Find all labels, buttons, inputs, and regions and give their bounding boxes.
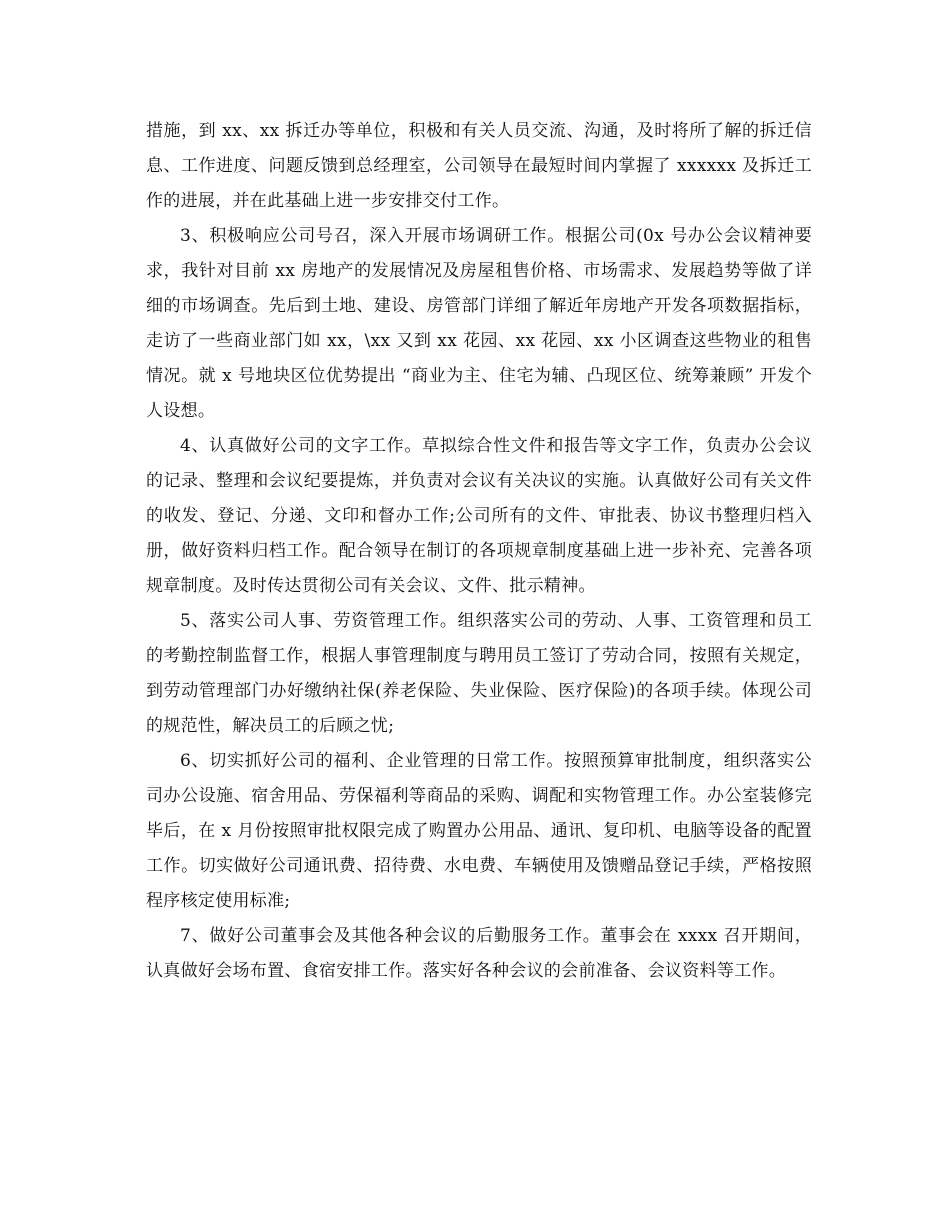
paragraph-item-3-market-research: 3、积极响应公司号召，深入开展市场调研工作。根据公司(0x 号办公会议精神要求，我针对目前 xx 房地产的发展情况及房屋租售价格、市场需求、发展趋势等做了详细的市场调查。先后到土地、建设、房管部门详细了解近年房地产开发各项数据指标，走访了一些商业部门如 xx，\xx 又到 xx 花园、xx 花园、xx 小区调查这些物业的租售情况。就 x 号地块区位优势提出 “商业为主、住宅为辅、凸现区位、统筹兼顾” 开发个人设想。	[146, 226, 812, 421]
paragraph-item-6-welfare-management: 6、切实抓好公司的福利、企业管理的日常工作。按照预算审批制度，组织落实公司办公设施、宿舍用品、劳保福利等商品的采购、调配和实物管理工作。办公室装修完毕后，在 x 月份按照审批权限完成了购置办公用品、通讯、复印机、电脑等设备的配置工作。切实做好公司通讯费、招待费、水电费、车辆使用及馈赠品登记手续，严格按照程序核定使用标准;	[146, 751, 812, 911]
document-body	[146, 114, 812, 989]
paragraph-item-5-personnel: 5、落实公司人事、劳资管理工作。组织落实公司的劳动、人事、工资管理和员工的考勤控制监督工作，根据人事管理制度与聘用员工签订了劳动合同，按照有关规定，到劳动管理部门办好缴纳社保(养老保险、失业保险、医疗保险)的各项手续。体现公司的规范性，解决员工的后顾之忧;	[146, 611, 812, 736]
paragraph-relocation-continued: 措施，到 xx、xx 拆迁办等单位，积极和有关人员交流、沟通，及时将所了解的拆迁信息、工作进度、问题反馈到总经理室，公司领导在最短时间内掌握了 xxxxxx 及拆迁工作的进展，并在此基础上进一步安排交付工作。	[146, 121, 812, 211]
paragraph-item-7-meeting-services: 7、做好公司董事会及其他各种会议的后勤服务工作。董事会在 xxxx 召开期间，认真做好会场布置、食宿安排工作。落实好各种会议的会前准备、会议资料等工作。	[146, 926, 812, 981]
paragraph-item-4-documentation: 4、认真做好公司的文字工作。草拟综合性文件和报告等文字工作，负责办公会议的记录、整理和会议纪要提炼，并负责对会议有关决议的实施。认真做好公司有关文件的收发、登记、分递、文印和督办工作;公司所有的文件、审批表、协议书整理归档入册，做好资料归档工作。配合领导在制订的各项规章制度基础上进一步补充、完善各项规章制度。及时传达贯彻公司有关会议、文件、批示精神。	[146, 436, 812, 596]
